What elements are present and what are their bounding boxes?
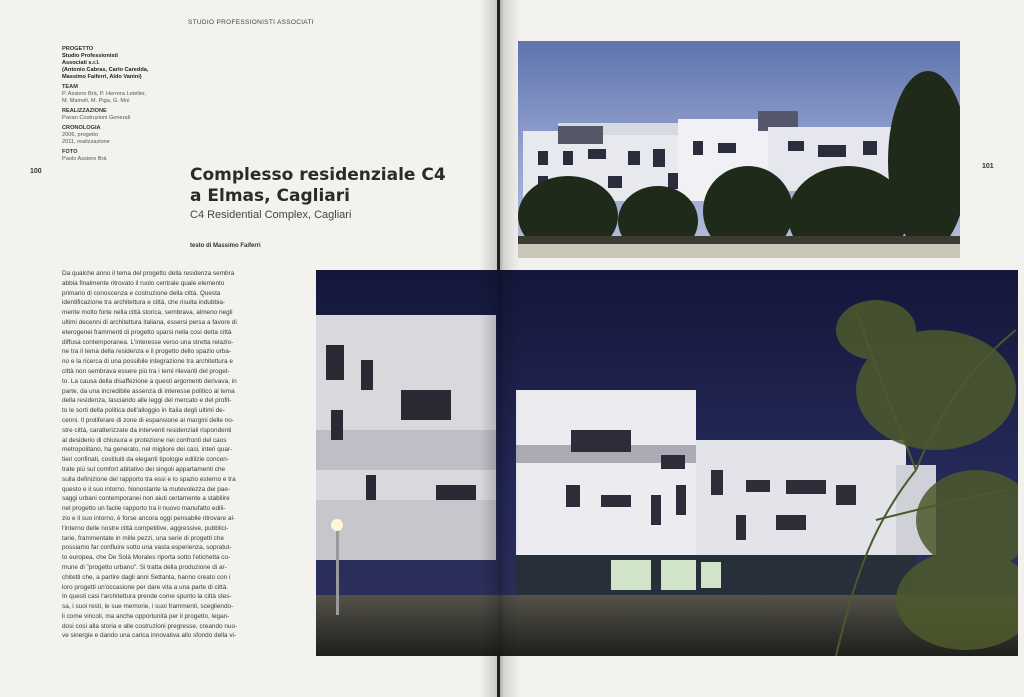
article-body-line: ne tra il tema della residenza e il progetto dello spazio urba- — [62, 348, 232, 356]
credits-team — [62, 84, 172, 105]
article-body-line: stre città, caratterizzate da interventi residenziali rispondenti — [62, 426, 232, 434]
article-body-line: tarie, frammentate in mille pezzi, una serie di progetti che — [62, 534, 224, 542]
credits-realizzazione-line: Pavan Costruzioni Generali — [62, 115, 131, 121]
article-body-line: In questi casi l'architettura prende come spunto la città stes- — [62, 593, 232, 601]
article-body-line: questo e il suo intorno. Nonostante la mutevolezza dei pae- — [62, 485, 231, 493]
article-body-line: metropolitano, ha generato, nel migliore dei casi, interi quar- — [62, 446, 233, 454]
credits-foto-label: FOTO — [62, 149, 78, 155]
article-body-line: cenni. Il proliferare di zone di espansione ai margini delle no- — [62, 416, 234, 424]
article-body-line: eterogenei frammenti di progetto sparsi nella così detta città — [62, 328, 232, 336]
credits-team-line: M. Mameli, M. Piga, G. Moi — [62, 98, 130, 104]
credits-progetto-line: Studio Professionisti — [62, 53, 118, 59]
credits-cronologia-line: 2011, realizzazione — [62, 139, 110, 145]
credits-progetto-line: Massimo Faiferri, Aldo Vanini) — [62, 74, 142, 80]
article-body-line: loro progetti un'occasione per dare vita a una parte di città. — [62, 583, 229, 591]
credits-progetto-label: PROGETTO — [62, 46, 94, 52]
article-body-line: ultimi decenni di architettura italiana, essersi persa a favore di — [62, 318, 237, 326]
article-body-line: città non sembrava essere più tra i temi rilevanti del proget- — [62, 367, 230, 375]
article-author: testo di Massimo Faiferri — [190, 243, 261, 249]
article-body-line: tieri confinati, costituiti da eleganti tipologie edilizie concen- — [62, 456, 229, 464]
article-body-line: primario di conoscenza e costruzione della città. Questa — [62, 289, 221, 297]
article-body-line: nel progetto un facile rapporto tra il nuovo manufatto edili- — [62, 505, 226, 513]
article-body-line: della residenza, lasciando alle leggi del mercato e del profit- — [62, 397, 232, 405]
project-credits — [62, 46, 172, 166]
article-body-line: mente molto forte nella città storica, sembrava, almeno negli — [62, 309, 233, 317]
credits-foto-line: Paolo Assiero Brà — [62, 156, 107, 162]
credits-progetto-line: (Antonio Cabras, Carlo Caredda, — [62, 67, 149, 73]
running-head: STUDIO PROFESSIONISTI ASSOCIATI — [188, 19, 314, 26]
article-body-line: to. La causa della disaffezione a questi argomenti derivava, in — [62, 377, 237, 385]
article-body-line: dosi così alla storia e alle costruzioni pregresse, creando nuo- — [62, 622, 238, 630]
article-title-line: a Elmas, Cagliari — [190, 186, 350, 206]
article-body-line: abbia finalmente ritrovato il ruolo centrale quale elemento — [62, 279, 225, 287]
article-body-line: Da qualche anno il tema del progetto della residenza sembra — [62, 270, 235, 277]
credits-cronologia-label: CRONOLOGIA — [62, 125, 101, 131]
page-number-right: 101 — [982, 163, 994, 170]
article-body-line: identificazione tra architettura e città, che risulta indubbia- — [62, 299, 226, 307]
credits-realizzazione-label: REALIZZAZIONE — [62, 108, 107, 114]
credits-cronologia-line: 2006, progetto — [62, 132, 99, 138]
credits-team-line: P. Assiero Brà, P. Herrera Letelier, — [62, 91, 147, 97]
article-body-line: ve sinergie e dando una carica innovativa allo sfondo della vi- — [62, 632, 237, 640]
article-body-line: sulla definizione del rapporto tra essi e lo spazio esterno e tra — [62, 475, 236, 483]
article-body-line: possiamo far confluire sotto una vasta esperienza, sopratut- — [62, 544, 232, 552]
page-number-left: 100 — [30, 168, 42, 175]
credits-realizzazione — [62, 108, 172, 122]
article-body — [62, 269, 284, 641]
article-title — [190, 165, 450, 207]
article-body-line: sa, i suoi resti, le sue memorie, i suoi frammenti, scegliendo- — [62, 603, 234, 611]
building-photo-night-illustration — [316, 270, 1018, 656]
article-body-line: zio e il suo intorno, è forse ancora oggi pensabile ritrovare al- — [62, 514, 235, 522]
article-title-line: Complesso residenziale C4 — [190, 165, 446, 185]
credits-team-label: TEAM — [62, 84, 78, 90]
article-body-line: chitetti che, a partire dagli anni Settanta, hanno creato con i — [62, 573, 231, 581]
article-body-line: saggi urbani contemporanei non aiuti certamente a stabilire — [62, 495, 230, 503]
article-body-line: to le sorti della politica dell'alloggio in Italia degli ultimi de- — [62, 407, 225, 415]
article-body-line: mune di "progetto urbano". Si tratta della produzione di ar- — [62, 563, 227, 571]
article-body-line: trate più sul comfort abitativo dei singoli appartamenti che — [62, 465, 226, 473]
article-body-line: diffusa contemporanea. L'interesse verso una stretta relazio- — [62, 338, 234, 346]
credits-progetto-line: Associati s.r.l. — [62, 60, 100, 66]
article-body-line: parte, da una incredibile assenza di interesse politico al tema — [62, 387, 235, 395]
building-photo-top-illustration — [518, 41, 960, 258]
building-photo-night — [316, 270, 1018, 656]
credits-foto — [62, 149, 172, 163]
article-body-line: no e la ricerca di una possibile integrazione tra architettura e — [62, 358, 233, 366]
article-body-line: to europea, che De Solà Morales riporta sotto l'etichetta co- — [62, 554, 231, 562]
article-body-line: l'interno delle nostre città competitive, aggressive, pubblici- — [62, 524, 229, 532]
credits-cronologia — [62, 125, 172, 146]
article-subtitle: C4 Residential Complex, Cagliari — [190, 209, 352, 221]
article-body-line: al desiderio di chiusura e protezione nei confronti del caos — [62, 436, 227, 444]
credits-progetto — [62, 46, 172, 81]
article-body-line: li come vincoli, ma anche opportunità per il progetto, legan- — [62, 612, 230, 620]
building-photo-top — [518, 41, 960, 258]
